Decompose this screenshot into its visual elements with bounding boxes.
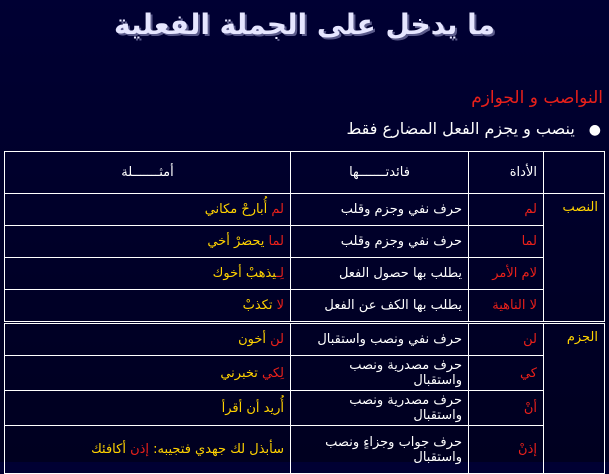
- example-verb: يذهبْ أخوك: [212, 266, 277, 281]
- example-particle: لما: [264, 234, 284, 249]
- example-cell: [5, 426, 291, 474]
- use-cell: حرف مصدرية ونصب واستقبال: [291, 391, 469, 426]
- use-cell: حرف نفي وجزم وقلب: [291, 194, 469, 226]
- table-row: [5, 323, 605, 356]
- header-use: فائدتـــــــها: [291, 152, 469, 194]
- tools-table: [4, 151, 605, 474]
- use-cell: حرف جواب وجزاءٍ ونصب واستقبال: [291, 426, 469, 474]
- example-context: سأبذل لك جهدي فتجيبه:: [149, 442, 284, 457]
- bullet-point: [346, 119, 601, 138]
- table-row: [5, 356, 605, 391]
- example-cell: [5, 258, 291, 290]
- example-particle: لا: [272, 298, 284, 313]
- use-cell: حرف نفي وجزم وقلب: [291, 226, 469, 258]
- use-cell: يطلب بها حصول الفعل: [291, 258, 469, 290]
- example-verb: أخون: [238, 332, 266, 347]
- example-verb: تخبرني: [220, 365, 258, 381]
- header-tool: الأداة: [469, 152, 544, 194]
- bullet-dot-icon: ●: [588, 122, 601, 138]
- table-row: [5, 290, 605, 323]
- example-verb: أقرأ: [221, 400, 243, 416]
- example-particle: لن: [266, 332, 284, 347]
- tool-cell: أنْ: [469, 391, 544, 426]
- example-verb: يحضرْ أخي: [207, 234, 265, 249]
- bullet-text: ينصب و يجزم الفعل المضارع فقط: [346, 119, 575, 138]
- tool-cell: لا الناهية: [469, 290, 544, 323]
- example-verb: أُبارحْ مكاني: [204, 202, 268, 217]
- example-cell: [5, 290, 291, 323]
- tool-cell: لن: [469, 323, 544, 356]
- use-cell: حرف نفي ونصب واستقبال: [291, 323, 469, 356]
- example-particle: أُريد أن: [242, 400, 284, 416]
- tool-cell: لما: [469, 226, 544, 258]
- header-group-cell: [544, 152, 605, 194]
- table-row: [5, 426, 605, 474]
- table-header-row: [5, 152, 605, 194]
- header-examples: أمثـــــــلة: [5, 152, 291, 194]
- table-row: [5, 258, 605, 290]
- example-verb: أكافئك: [91, 442, 126, 457]
- tool-cell: لم: [469, 194, 544, 226]
- example-particle: لم: [267, 202, 284, 217]
- example-cell: [5, 356, 291, 391]
- example-cell: [5, 323, 291, 356]
- table-row: [5, 391, 605, 426]
- section-subtitle: النواصب و الجوازم: [471, 88, 603, 108]
- group-label: الجزم: [544, 323, 605, 474]
- example-cell: [5, 391, 291, 426]
- example-particle: إذن: [125, 442, 150, 457]
- page-title: ما يدخل على الجملة الفعلية: [114, 8, 495, 41]
- group-label: النصب: [544, 194, 605, 323]
- use-cell: حرف مصدرية ونصب واستقبال: [291, 356, 469, 391]
- example-particle: لِكي: [257, 365, 284, 381]
- use-cell: يطلب بها الكف عن الفعل: [291, 290, 469, 323]
- example-verb: تكذبْ: [242, 298, 273, 313]
- tool-cell: كي: [469, 356, 544, 391]
- tool-cell: إذنْ: [469, 426, 544, 474]
- example-cell: [5, 194, 291, 226]
- tool-cell: لام الأمر: [469, 258, 544, 290]
- table-row: [5, 226, 605, 258]
- table-row: [5, 194, 605, 226]
- example-cell: [5, 226, 291, 258]
- example-particle: لِـ: [276, 266, 284, 281]
